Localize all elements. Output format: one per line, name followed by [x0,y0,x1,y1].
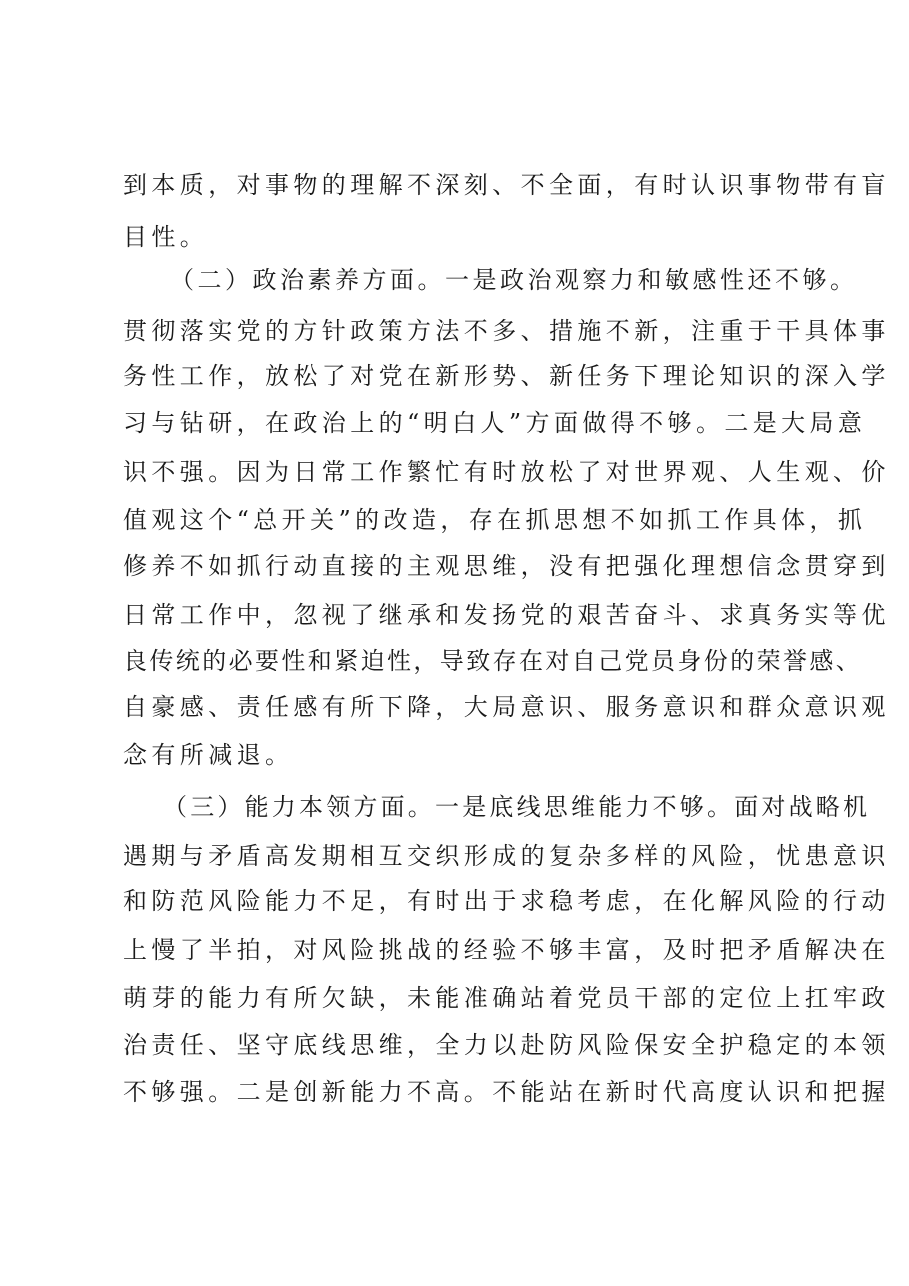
text-line-15: 遇期与矛盾高发期相互交织形成的复杂多样的风险，忧患意识 [123,842,890,870]
text-line-4: 贯彻落实党的方针政策方法不多、措施不新，注重于干具体事 [123,317,890,345]
text-line-1: 到本质，对事物的理解不深刻、不全面，有时认识事物带有盲 [123,171,890,199]
text-line-6: 习与钻研，在政治上的“明白人”方面做得不够。二是大局意 [123,409,867,437]
text-line-5: 务性工作，放松了对党在新形势、新任务下理论知识的深入学 [123,362,890,390]
text-line-16: 和防范风险能力不足，有时出于求稳考虑，在化解风险的行动 [123,887,890,915]
paragraph-3-heading-line: （三）能力本领方面。一是底线思维能力不够。面对战略机 [163,793,871,821]
text-line-7: 识不强。因为日常工作繁忙有时放松了对世界观、人生观、价 [123,458,890,486]
text-line-12: 自豪感、责任感有所下降，大局意识、服务意识和群众意识观 [123,693,890,721]
text-line-19: 治责任、坚守底线思维，全力以赴防风险保安全护稳定的本领 [123,1031,890,1059]
text-line-17: 上慢了半拍，对风险挑战的经验不够丰富，及时把矛盾解决在 [123,936,890,964]
text-line-2: 目性。 [123,223,209,251]
text-line-9: 修养不如抓行动直接的主观思维，没有把强化理想信念贯穿到 [123,552,890,580]
text-line-10: 日常工作中，忽视了继承和发扬党的艰苦奋斗、求真务实等优 [123,601,890,629]
text-line-13: 念有所减退。 [123,741,294,769]
text-line-11: 良传统的必要性和紧迫性，导致存在对自己党员身份的荣誉感、 [123,647,863,675]
text-line-20: 不够强。二是创新能力不高。不能站在新时代高度认识和把握 [123,1078,890,1106]
text-line-18: 萌芽的能力有所欠缺，未能准确站着党员干部的定位上扛牢政 [123,984,890,1012]
paragraph-2-heading-line: （二）政治素养方面。一是政治观察力和敏感性还不够。 [170,266,858,294]
text-line-8: 值观这个“总开关”的改造，存在抓思想不如抓工作具体，抓 [123,506,867,534]
